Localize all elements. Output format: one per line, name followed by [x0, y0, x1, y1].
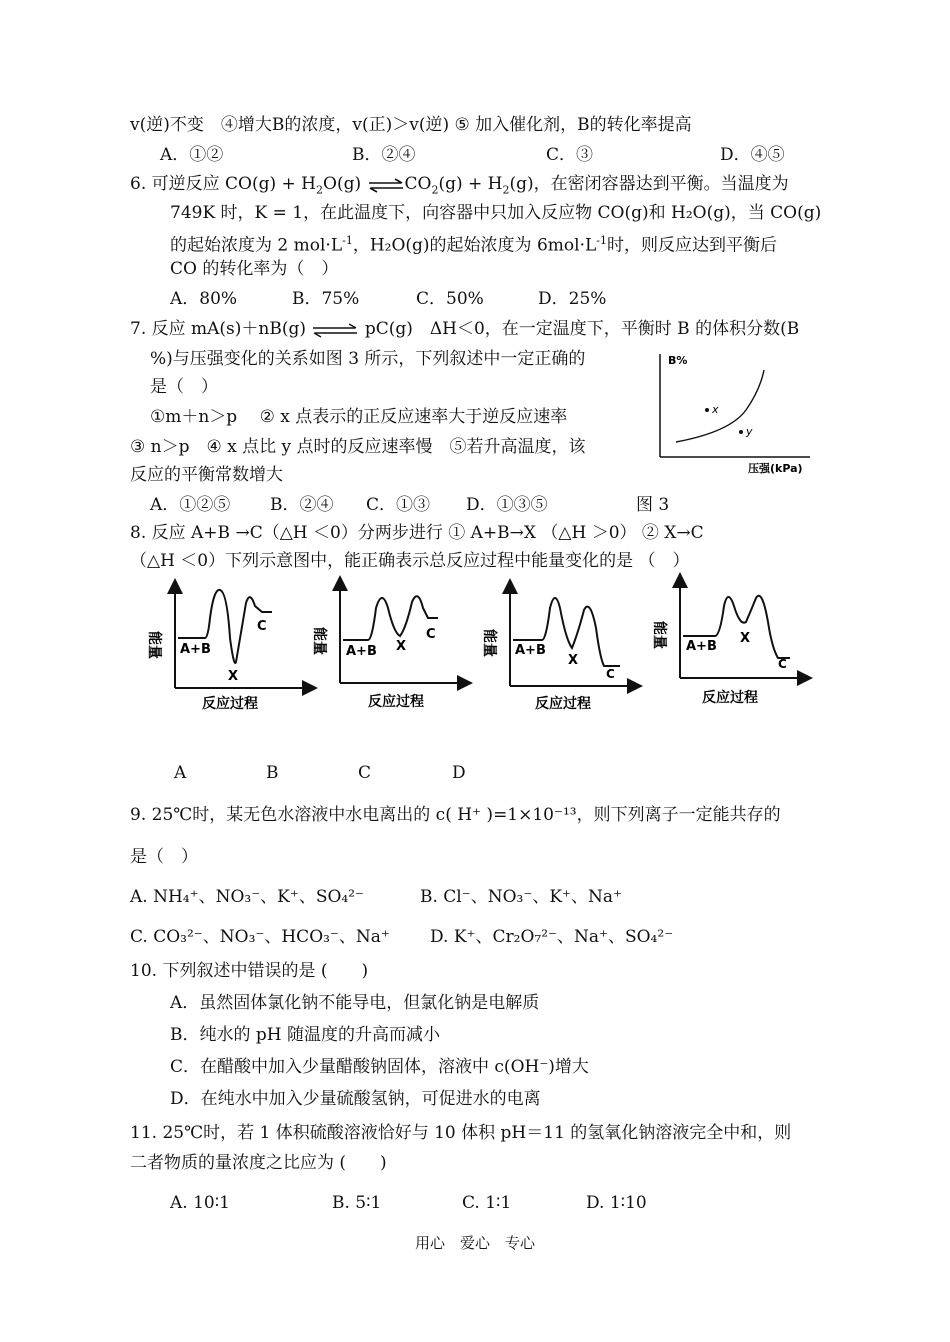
equilibrium-arrow-icon — [367, 178, 405, 192]
q7-option-b: B．②④ — [270, 495, 334, 515]
svg-text:能量: 能量 — [311, 627, 327, 655]
q11-line-1: 11. 25℃时，若 1 体积硫酸溶液恰好与 10 体积 pH＝11 的氢氧化钠溶液完全中和，则 — [130, 1123, 792, 1143]
q5-option-d: D．④⑤ — [720, 145, 785, 165]
equilibrium-arrow-icon — [311, 323, 359, 337]
figure-caption: 图 3 — [636, 495, 670, 515]
svg-text:反应过程: 反应过程 — [535, 696, 591, 712]
q6-option-c: C．50% — [416, 289, 484, 309]
svg-text:A+B: A+B — [515, 643, 546, 658]
point-y-label: y — [746, 425, 753, 438]
q11-option-c: C. 1∶1 — [462, 1193, 512, 1213]
point-y — [739, 430, 743, 434]
diagram-a — [146, 586, 310, 712]
q11-line-2: 二者物质的量浓度之比应为 ( ) — [130, 1153, 387, 1173]
diagram-letter-b: B — [266, 763, 279, 783]
q8-line-2: （△H ＜0）下列示意图中，能正确表示总反应过程中能量变化的是 （ ） — [130, 551, 690, 571]
diagram-c — [481, 586, 635, 712]
q9-option-d: D. K⁺、Cr₂O₇²⁻、Na⁺、SO₄²⁻ — [430, 927, 674, 947]
q6-option-b: B．75% — [292, 289, 360, 309]
q6-line-1: 6. 可逆反应 $CO(g) + H_2O(g) CO_2(g) + H_2(g)$，在密闭容器达到平衡。当温度为 — [130, 174, 789, 197]
b-percent-pressure-graph — [650, 342, 820, 482]
q5-option-a: A．①② — [160, 145, 224, 165]
point-x — [705, 408, 709, 412]
svg-text:X: X — [396, 639, 407, 654]
q10-option-c: C．在醋酸中加入少量醋酸钠固体，溶液中 c(OH⁻)增大 — [170, 1057, 589, 1077]
svg-text:能量: 能量 — [651, 621, 667, 649]
q5-line: v(逆)不变 ④增大B的浓度，v(正)＞v(逆) ⑤ 加入催化剂，B的转化率提高 — [130, 115, 692, 135]
q10-option-b: B．纯水的 pH 随温度的升高而减小 — [170, 1025, 441, 1045]
x-axis-label: 压强(kPa) — [748, 462, 803, 475]
svg-text:能量: 能量 — [481, 629, 497, 657]
q9-option-b: B. Cl⁻、NO₃⁻、K⁺、Na⁺ — [420, 887, 622, 907]
svg-text:A+B: A+B — [346, 644, 377, 659]
q7-line-2: %)与压强变化的关系如图 3 所示，下列叙述中一定正确的 — [150, 349, 586, 369]
svg-text:X: X — [228, 669, 239, 684]
page-footer: 用心 爱心 专心 — [414, 1234, 535, 1252]
q5-option-b: B．②④ — [352, 145, 416, 165]
svg-text:A+B: A+B — [180, 642, 211, 657]
diagram-letter-d: D — [452, 763, 466, 783]
q7-line-1: 7. 反应 mA(s)＋nB(g) pC(g) ΔH＜0，在一定温度下，平衡时 B 的体积分数(B — [130, 319, 800, 339]
q7-option-d: D．①③⑤ — [466, 495, 548, 515]
q6-line-4: CO 的转化率为（ ） — [170, 259, 339, 279]
svg-text:C: C — [778, 657, 787, 671]
q11-option-d: D. 1∶10 — [586, 1193, 647, 1213]
svg-text:C: C — [257, 619, 267, 634]
q6-option-d: D．25% — [538, 289, 607, 309]
energy-diagrams — [146, 578, 810, 728]
diagram-letter-a: A — [174, 763, 187, 783]
q8-line-1: 8. 反应 A+B →C（△H ＜0）分两步进行 ① A+B→X （△H ＞0） ② X→C — [130, 523, 704, 543]
q9-line-1: 9. 25℃时，某无色水溶液中水电离出的 c( H⁺ )=1×10⁻¹³，则下列离子一定能共存的 — [130, 805, 781, 825]
svg-text:反应过程: 反应过程 — [368, 694, 424, 710]
q6-line-3: 的起始浓度为 2 $mol\cdot L^{-1}$，H₂O(g)的起始浓度为 $6mol\cdot L^{-1}$时，则反应达到平衡后 — [170, 234, 777, 256]
diagram-letter-c: C — [358, 763, 372, 783]
svg-text:C: C — [426, 627, 436, 642]
q7-option-a: A．①②⑤ — [150, 495, 231, 515]
svg-text:X: X — [740, 631, 751, 646]
q10-line-1: 10. 下列叙述中错误的是 ( ) — [130, 961, 369, 981]
svg-text:C: C — [606, 667, 615, 681]
q10-option-d: D．在纯水中加入少量硫酸氢钠，可促进水的电离 — [170, 1089, 541, 1109]
q10-option-a: A．虽然固体氯化钠不能导电，但氯化钠是电解质 — [170, 993, 540, 1013]
diagram-d — [651, 580, 805, 706]
q7-line-6: 反应的平衡常数增大 — [130, 465, 283, 485]
q11-option-a: A. 10∶1 — [170, 1193, 230, 1213]
point-x-label: x — [712, 403, 719, 416]
diagram-b — [311, 583, 465, 710]
q9-line-2: 是（ ） — [130, 847, 198, 867]
svg-text:反应过程: 反应过程 — [202, 696, 258, 712]
q6-option-a: A．80% — [170, 289, 238, 309]
svg-text:反应过程: 反应过程 — [702, 690, 758, 706]
svg-text:A+B: A+B — [686, 639, 717, 654]
q6-line-2: 749K 时，K = 1，在此温度下，向容器中只加入反应物 CO(g)和 H₂O(g)，当 CO(g) — [170, 203, 822, 223]
q7-line-3: 是（ ） — [150, 377, 218, 397]
svg-text:能量: 能量 — [146, 631, 162, 659]
y-axis-label: B% — [668, 354, 688, 367]
q11-option-b: B. 5∶1 — [332, 1193, 382, 1213]
q7-line-5: ③ n＞p ④ x 点比 y 点时的反应速率慢 ⑤若升高温度，该 — [130, 437, 586, 457]
svg-text:X: X — [568, 653, 579, 668]
q9-option-a: A. NH₄⁺、NO₃⁻、K⁺、SO₄²⁻ — [130, 887, 365, 907]
q7-line-4: ①m＋n＞p ② x 点表示的正反应速率大于逆反应速率 — [150, 407, 568, 427]
q5-option-c: C．③ — [546, 145, 594, 165]
q9-option-c: C. CO₃²⁻、NO₃⁻、HCO₃⁻、Na⁺ — [130, 927, 390, 947]
q7-option-c: C．①③ — [366, 495, 431, 515]
